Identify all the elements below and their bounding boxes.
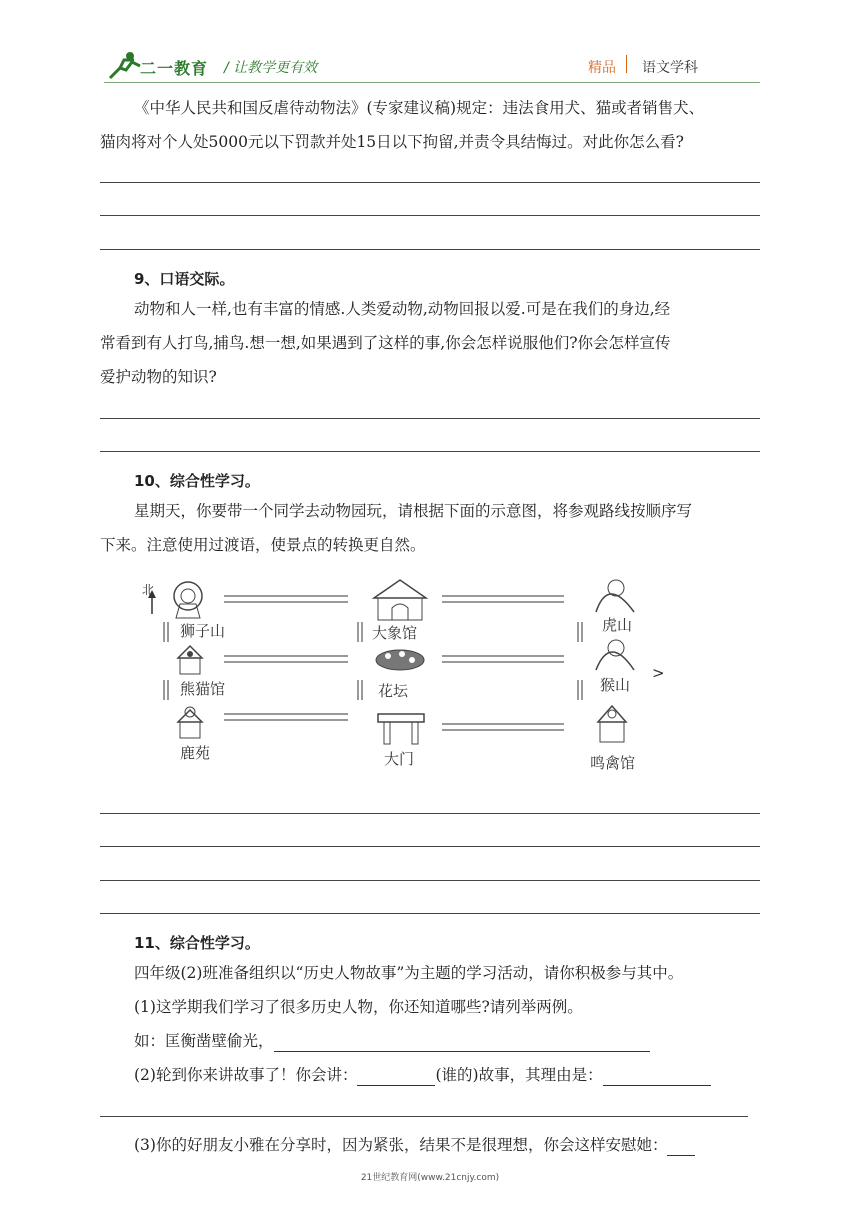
comfort-blank[interactable]: [667, 1139, 695, 1156]
badge-subject: 语文学科: [642, 60, 698, 76]
answer-line[interactable]: [100, 215, 760, 216]
q11-sub3-row: [134, 1134, 695, 1156]
footer: 21世纪教育网(www.21cnjy.com): [360, 1173, 500, 1183]
panda-hall-icon: [178, 646, 202, 674]
q11-sub3: (3)你的好朋友小雅在分享时，因为紧张，结果不是很理想，你会这样安慰她：: [134, 1136, 668, 1154]
monkey-icon: [596, 640, 634, 670]
q11-title: 11、综合性学习。: [134, 934, 260, 952]
answer-line[interactable]: [100, 813, 760, 814]
answer-line[interactable]: [100, 846, 760, 847]
north-label: 北: [142, 583, 155, 597]
place-flower-bed: 花坛: [378, 682, 409, 700]
q10-title: 10、综合性学习。: [134, 472, 260, 490]
q10-line-1: 星期天，你要带一个同学去动物园玩，请根据下面的示意图，将参观路线按顺序写: [134, 502, 693, 520]
answer-line[interactable]: [100, 913, 760, 914]
place-lion-hill: 狮子山: [180, 622, 226, 640]
q11-example: 如：匡衡凿壁偷光，: [134, 1032, 274, 1050]
q10-line-2: 下来。注意使用过渡语，使景点的转换更自然。: [100, 536, 426, 554]
deer-park-icon: [178, 707, 202, 738]
answer-line[interactable]: [100, 1116, 748, 1117]
q11-sub2-b: (谁的)故事，其理由是：: [435, 1066, 603, 1084]
place-panda-hall: 熊猫馆: [180, 680, 226, 698]
runner-logo-icon: [104, 50, 144, 80]
q11-sub2-a: (2)轮到你来讲故事了！你会讲：: [134, 1066, 358, 1084]
q9-title: 9、口语交际。: [134, 270, 235, 288]
q11-sub1: (1)这学期我们学习了很多历史人物，你还知道哪些?请列举两例。: [134, 998, 583, 1016]
place-tiger-hill: 虎山: [602, 616, 633, 634]
q9-line-3: 爱护动物的知识?: [100, 368, 217, 386]
bird-hall-icon: [598, 706, 626, 742]
answer-line[interactable]: [100, 451, 760, 452]
logo-text: 二一教育: [140, 59, 209, 78]
badge-quality: 精品: [588, 60, 616, 76]
gate-icon: [378, 714, 424, 744]
tiger-icon: [596, 580, 634, 612]
elephant-hall-icon: [374, 580, 426, 620]
q11-example-row: [134, 1030, 650, 1052]
zoo-map: [140, 574, 680, 784]
arrow-mark: >: [652, 664, 665, 682]
answer-line[interactable]: [100, 249, 760, 250]
place-bird-hall: 鸣禽馆: [590, 754, 636, 772]
q9-line-1: 动物和人一样,也有丰富的情感.人类爱动物,动物回报以爱.可是在我们的身边,经: [134, 300, 671, 318]
q8-line-1: 《中华人民共和国反虐待动物法》(专家建议稿)规定：违法食用犬、猫或者销售犬、: [134, 99, 705, 117]
lion-icon: [174, 582, 202, 618]
q11-intro: 四年级(2)班准备组织以“历史人物故事”为主题的学习活动，请你积极参与其中。: [134, 964, 684, 982]
whose-story-blank[interactable]: [357, 1069, 435, 1086]
slogan: / 让教学更有效: [224, 60, 318, 76]
q8-line-2: 猫肉将对个人处5000元以下罚款并处15日以下拘留,并责令具结悔过。对此你怎么看?: [100, 133, 684, 151]
q9-line-2: 常看到有人打鸟,捕鸟.想一想,如果遇到了这样的事,你会怎样说服他们?你会怎样宣传: [100, 334, 671, 352]
answer-line[interactable]: [100, 418, 760, 419]
flower-bed-icon: [376, 650, 424, 670]
place-elephant-hall: 大象馆: [372, 624, 418, 642]
q11-sub2-row: [134, 1064, 711, 1086]
badge-divider: [626, 55, 627, 73]
place-gate: 大门: [384, 750, 415, 768]
place-deer-park: 鹿苑: [180, 744, 211, 762]
reason-blank[interactable]: [603, 1069, 711, 1086]
answer-line[interactable]: [100, 182, 760, 183]
answer-line[interactable]: [100, 880, 760, 881]
place-monkey-hill: 猴山: [600, 676, 631, 694]
example-blank[interactable]: [274, 1035, 650, 1052]
header-divider: [104, 82, 760, 83]
